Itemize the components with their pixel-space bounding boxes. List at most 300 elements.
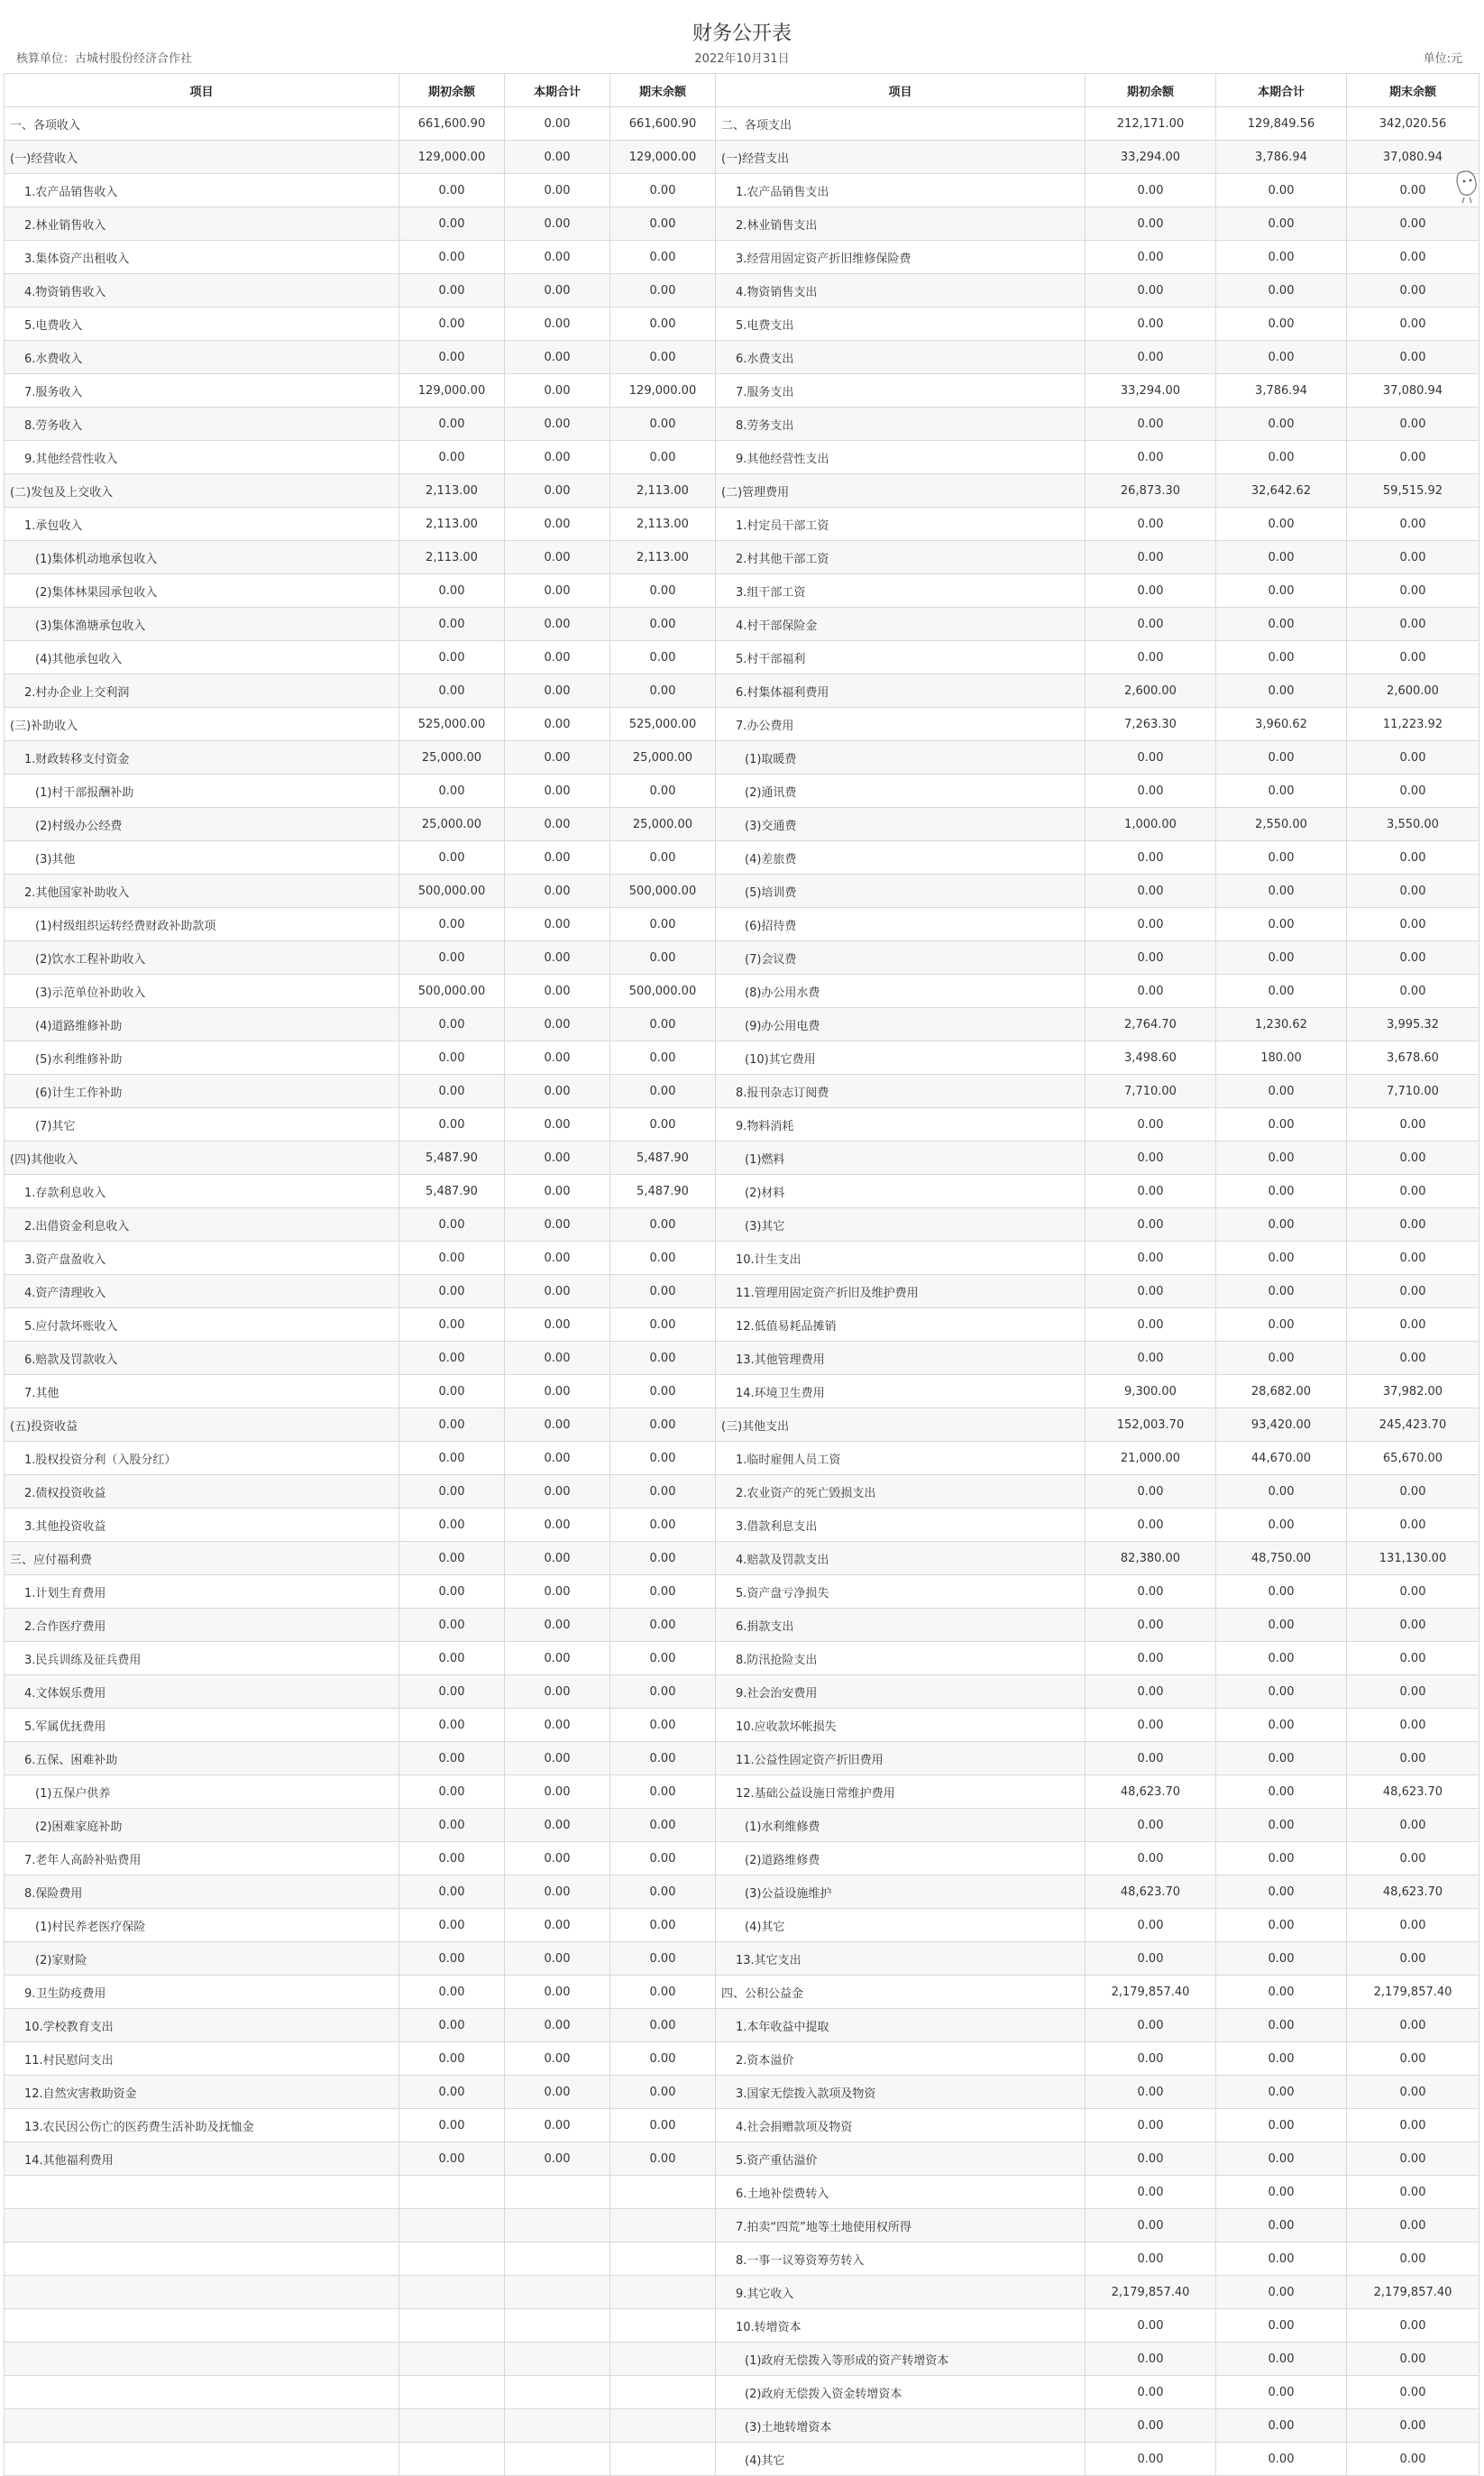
expense-item-cell: 6.水费支出 (716, 341, 1086, 374)
income-opening-balance-cell: 5,487.90 (399, 1142, 505, 1175)
expense-opening-balance-cell: 0.00 (1086, 608, 1216, 641)
expense-item-cell: (2)道路维修费 (716, 1842, 1086, 1875)
table-row (5, 941, 1479, 975)
table-row (5, 2376, 1479, 2409)
table-row (5, 875, 1479, 908)
table-row (5, 908, 1479, 941)
expense-closing-balance-cell: 0.00 (1347, 741, 1479, 775)
income-period-total-cell: 0.00 (505, 574, 610, 608)
income-closing-balance-cell: 0.00 (610, 641, 716, 674)
expense-item-cell: 8.一事一议筹资筹劳转入 (716, 2242, 1086, 2276)
income-closing-balance-cell: 0.00 (610, 1509, 716, 1542)
income-item-cell: 5.应付款坏账收入 (5, 1308, 399, 1342)
income-closing-balance-cell (610, 2343, 716, 2376)
table-row (5, 2042, 1479, 2076)
expense-opening-balance-cell: 0.00 (1086, 641, 1216, 674)
expense-period-total-cell: 0.00 (1216, 1242, 1347, 1275)
table-row (5, 1041, 1479, 1075)
report-date: 2022年10月31日 (694, 52, 790, 66)
table-row (5, 574, 1479, 608)
expense-closing-balance-cell: 3,678.60 (1347, 1041, 1479, 1075)
col-header-opening: 期初余额 (399, 74, 505, 107)
income-item-cell: 2.合作医疗费用 (5, 1609, 399, 1642)
income-opening-balance-cell: 0.00 (399, 2109, 505, 2142)
income-closing-balance-cell: 0.00 (610, 574, 716, 608)
expense-item-cell: 3.经营用固定资产折旧维修保险费 (716, 241, 1086, 274)
expense-closing-balance-cell: 0.00 (1347, 608, 1479, 641)
expense-closing-balance-cell: 37,982.00 (1347, 1375, 1479, 1408)
income-period-total-cell: 0.00 (505, 674, 610, 708)
income-item-cell: 2.其他国家补助收入 (5, 875, 399, 908)
income-opening-balance-cell: 129,000.00 (399, 374, 505, 408)
income-item-cell: 12.自然灾害救助资金 (5, 2076, 399, 2109)
table-row (5, 141, 1479, 174)
expense-opening-balance-cell: 33,294.00 (1086, 374, 1216, 408)
income-opening-balance-cell: 0.00 (399, 1308, 505, 1342)
income-closing-balance-cell: 0.00 (610, 1041, 716, 1075)
expense-opening-balance-cell: 0.00 (1086, 841, 1216, 875)
expense-period-total-cell: 0.00 (1216, 1308, 1347, 1342)
income-item-cell: 10.学校教育支出 (5, 2009, 399, 2042)
income-period-total-cell: 0.00 (505, 107, 610, 141)
income-item-cell (5, 2242, 399, 2276)
income-opening-balance-cell: 0.00 (399, 775, 505, 808)
expense-opening-balance-cell: 48,623.70 (1086, 1875, 1216, 1909)
income-period-total-cell (505, 2443, 610, 2476)
expense-closing-balance-cell: 0.00 (1347, 1208, 1479, 1242)
expense-closing-balance-cell: 2,600.00 (1347, 674, 1479, 708)
table-row (5, 107, 1479, 141)
income-period-total-cell (505, 2242, 610, 2276)
income-closing-balance-cell: 25,000.00 (610, 741, 716, 775)
income-item-cell: 3.其他投资收益 (5, 1509, 399, 1542)
income-period-total-cell (505, 2276, 610, 2309)
expense-opening-balance-cell: 0.00 (1086, 441, 1216, 474)
income-opening-balance-cell (399, 2409, 505, 2443)
expense-period-total-cell: 0.00 (1216, 908, 1347, 941)
income-opening-balance-cell: 0.00 (399, 1609, 505, 1642)
expense-opening-balance-cell: 0.00 (1086, 741, 1216, 775)
expense-item-cell: (一)经营支出 (716, 141, 1086, 174)
expense-closing-balance-cell: 2,179,857.40 (1347, 2276, 1479, 2309)
income-closing-balance-cell: 0.00 (610, 307, 716, 341)
income-item-cell: 三、应付福利费 (5, 1542, 399, 1575)
income-period-total-cell: 0.00 (505, 1075, 610, 1108)
income-period-total-cell (505, 2343, 610, 2376)
expense-item-cell: 13.其他管理费用 (716, 1342, 1086, 1375)
table-row (5, 1875, 1479, 1909)
expense-opening-balance-cell: 0.00 (1086, 1475, 1216, 1509)
income-item-cell: (2)集体林果园承包收入 (5, 574, 399, 608)
expense-period-total-cell: 0.00 (1216, 241, 1347, 274)
income-item-cell: 6.五保、困难补助 (5, 1742, 399, 1775)
income-period-total-cell: 0.00 (505, 1242, 610, 1275)
expense-item-cell: (7)会议费 (716, 941, 1086, 975)
income-period-total-cell: 0.00 (505, 241, 610, 274)
table-row (5, 741, 1479, 775)
income-opening-balance-cell: 0.00 (399, 1208, 505, 1242)
expense-item-cell: 8.报刊杂志订阅费 (716, 1075, 1086, 1108)
income-item-cell: 8.保险费用 (5, 1875, 399, 1909)
expense-period-total-cell: 180.00 (1216, 1041, 1347, 1075)
income-opening-balance-cell: 0.00 (399, 1842, 505, 1875)
expense-closing-balance-cell: 0.00 (1347, 1709, 1479, 1742)
expense-item-cell: 11.管理用固定资产折旧及维护费用 (716, 1275, 1086, 1308)
table-row (5, 474, 1479, 508)
income-item-cell: (2)困难家庭补助 (5, 1809, 399, 1842)
expense-closing-balance-cell: 0.00 (1347, 1342, 1479, 1375)
expense-period-total-cell: 0.00 (1216, 1342, 1347, 1375)
table-row (5, 341, 1479, 374)
expense-closing-balance-cell: 0.00 (1347, 1842, 1479, 1875)
expense-item-cell: 12.基础公益设施日常维护费用 (716, 1775, 1086, 1809)
expense-opening-balance-cell: 82,380.00 (1086, 1542, 1216, 1575)
expense-period-total-cell: 0.00 (1216, 975, 1347, 1008)
expense-opening-balance-cell: 0.00 (1086, 207, 1216, 241)
income-item-cell: (2)饮水工程补助收入 (5, 941, 399, 975)
expense-closing-balance-cell: 131,130.00 (1347, 1542, 1479, 1575)
expense-period-total-cell: 0.00 (1216, 541, 1347, 574)
expense-period-total-cell: 0.00 (1216, 2242, 1347, 2276)
income-period-total-cell: 0.00 (505, 307, 610, 341)
income-closing-balance-cell: 0.00 (610, 1875, 716, 1909)
expense-period-total-cell: 0.00 (1216, 1809, 1347, 1842)
table-row (5, 1408, 1479, 1442)
expense-item-cell: 4.赔款及罚款支出 (716, 1542, 1086, 1575)
income-item-cell: (2)家财险 (5, 1942, 399, 1976)
income-closing-balance-cell: 0.00 (610, 1408, 716, 1442)
expense-period-total-cell: 1,230.62 (1216, 1008, 1347, 1041)
income-item-cell: (1)村民养老医疗保险 (5, 1909, 399, 1942)
expense-period-total-cell: 0.00 (1216, 2009, 1347, 2042)
income-opening-balance-cell: 0.00 (399, 341, 505, 374)
expense-item-cell: 11.公益性固定资产折旧费用 (716, 1742, 1086, 1775)
expense-item-cell: (1)水利维修费 (716, 1809, 1086, 1842)
income-period-total-cell: 0.00 (505, 1342, 610, 1375)
table-row (5, 1609, 1479, 1642)
table-row (5, 641, 1479, 674)
expense-closing-balance-cell: 0.00 (1347, 641, 1479, 674)
expense-closing-balance-cell: 0.00 (1347, 1509, 1479, 1542)
expense-opening-balance-cell: 0.00 (1086, 2009, 1216, 2042)
expense-closing-balance-cell: 37,080.94 (1347, 374, 1479, 408)
income-opening-balance-cell: 0.00 (399, 1542, 505, 1575)
expense-item-cell: (1)燃料 (716, 1142, 1086, 1175)
income-opening-balance-cell: 0.00 (399, 1942, 505, 1976)
table-row (5, 775, 1479, 808)
table-row (5, 274, 1479, 307)
expense-opening-balance-cell: 0.00 (1086, 975, 1216, 1008)
income-opening-balance-cell: 0.00 (399, 1909, 505, 1942)
expense-closing-balance-cell: 0.00 (1347, 2209, 1479, 2242)
income-item-cell: (一)经营收入 (5, 141, 399, 174)
table-row (5, 2142, 1479, 2176)
income-opening-balance-cell: 0.00 (399, 2042, 505, 2076)
expense-item-cell: (2)政府无偿拨入资金转增资本 (716, 2376, 1086, 2409)
income-period-total-cell: 0.00 (505, 775, 610, 808)
expense-opening-balance-cell: 0.00 (1086, 875, 1216, 908)
income-period-total-cell: 0.00 (505, 2109, 610, 2142)
expense-item-cell: 7.服务支出 (716, 374, 1086, 408)
income-closing-balance-cell: 0.00 (610, 1542, 716, 1575)
income-item-cell: 5.军属优抚费用 (5, 1709, 399, 1742)
expense-period-total-cell: 0.00 (1216, 1742, 1347, 1775)
expense-period-total-cell: 0.00 (1216, 841, 1347, 875)
income-opening-balance-cell: 0.00 (399, 1375, 505, 1408)
table-row (5, 1742, 1479, 1775)
expense-period-total-cell: 0.00 (1216, 1108, 1347, 1142)
table-header-row (5, 74, 1479, 107)
income-closing-balance-cell: 0.00 (610, 408, 716, 441)
expense-period-total-cell: 0.00 (1216, 1509, 1347, 1542)
table-row (5, 2242, 1479, 2276)
income-item-cell: 2.出借资金利息收入 (5, 1208, 399, 1242)
income-closing-balance-cell: 0.00 (610, 1242, 716, 1275)
expense-period-total-cell: 0.00 (1216, 2176, 1347, 2209)
expense-item-cell: (1)取暖费 (716, 741, 1086, 775)
income-item-cell: 2.债权投资收益 (5, 1475, 399, 1509)
expense-period-total-cell: 93,420.00 (1216, 1408, 1347, 1442)
table-row (5, 207, 1479, 241)
table-row (5, 1475, 1479, 1509)
expense-closing-balance-cell: 0.00 (1347, 2309, 1479, 2343)
income-period-total-cell: 0.00 (505, 508, 610, 541)
report-header (0, 0, 1484, 67)
income-opening-balance-cell: 0.00 (399, 1242, 505, 1275)
expense-item-cell: 10.应收款坏帐损失 (716, 1709, 1086, 1742)
expense-period-total-cell: 0.00 (1216, 1875, 1347, 1909)
expense-item-cell: 9.其它收入 (716, 2276, 1086, 2309)
expense-period-total-cell: 0.00 (1216, 741, 1347, 775)
income-closing-balance-cell: 0.00 (610, 1475, 716, 1509)
expense-opening-balance-cell: 0.00 (1086, 2376, 1216, 2409)
expense-item-cell: (3)公益设施维护 (716, 1875, 1086, 1909)
col-header-closing: 期末余额 (610, 74, 716, 107)
expense-item-cell: 6.村集体福利费用 (716, 674, 1086, 708)
expense-opening-balance-cell: 0.00 (1086, 1842, 1216, 1875)
income-opening-balance-cell: 2,113.00 (399, 541, 505, 574)
income-closing-balance-cell: 0.00 (610, 1275, 716, 1308)
expense-opening-balance-cell: 0.00 (1086, 2042, 1216, 2076)
expense-opening-balance-cell: 0.00 (1086, 1675, 1216, 1709)
expense-opening-balance-cell: 48,623.70 (1086, 1775, 1216, 1809)
income-item-cell (5, 2376, 399, 2409)
expense-period-total-cell: 0.00 (1216, 608, 1347, 641)
expense-item-cell: (10)其它费用 (716, 1041, 1086, 1075)
expense-item-cell: 2.资本溢价 (716, 2042, 1086, 2076)
table-row (5, 674, 1479, 708)
expense-opening-balance-cell: 0.00 (1086, 2343, 1216, 2376)
income-opening-balance-cell: 0.00 (399, 1675, 505, 1709)
expense-item-cell: (三)其他支出 (716, 1408, 1086, 1442)
accounting-unit-label: 核算单位：古城村股份经济合作社 (16, 52, 193, 66)
table-row (5, 1442, 1479, 1475)
income-closing-balance-cell: 0.00 (610, 1108, 716, 1142)
income-opening-balance-cell: 0.00 (399, 1709, 505, 1742)
table-row (5, 1709, 1479, 1742)
expense-opening-balance-cell: 0.00 (1086, 908, 1216, 941)
expense-period-total-cell: 0.00 (1216, 2309, 1347, 2343)
expense-item-cell: (4)其它 (716, 2443, 1086, 2476)
income-opening-balance-cell: 0.00 (399, 1875, 505, 1909)
expense-period-total-cell: 0.00 (1216, 1942, 1347, 1976)
expense-period-total-cell: 3,786.94 (1216, 141, 1347, 174)
income-opening-balance-cell: 500,000.00 (399, 875, 505, 908)
expense-opening-balance-cell: 0.00 (1086, 2443, 1216, 2476)
table-row (5, 2176, 1479, 2209)
expense-period-total-cell: 0.00 (1216, 674, 1347, 708)
income-period-total-cell: 0.00 (505, 1142, 610, 1175)
expense-opening-balance-cell: 0.00 (1086, 174, 1216, 207)
income-opening-balance-cell: 0.00 (399, 641, 505, 674)
expense-closing-balance-cell: 2,179,857.40 (1347, 1976, 1479, 2009)
table-row (5, 1342, 1479, 1375)
table-row (5, 1809, 1479, 1842)
expense-closing-balance-cell: 0.00 (1347, 2409, 1479, 2443)
table-row (5, 1976, 1479, 2009)
expense-opening-balance-cell: 0.00 (1086, 2142, 1216, 2176)
income-period-total-cell: 0.00 (505, 1408, 610, 1442)
finance-table (4, 73, 1479, 2476)
income-item-cell: (2)村级办公经费 (5, 808, 399, 841)
income-closing-balance-cell: 0.00 (610, 1208, 716, 1242)
col-header-item: 项目 (5, 74, 399, 107)
expense-closing-balance-cell: 3,995.32 (1347, 1008, 1479, 1041)
expense-period-total-cell: 0.00 (1216, 875, 1347, 908)
expense-item-cell: (2)通讯费 (716, 775, 1086, 808)
expense-opening-balance-cell: 0.00 (1086, 1909, 1216, 1942)
income-closing-balance-cell: 0.00 (610, 908, 716, 941)
income-item-cell: (6)计生工作补助 (5, 1075, 399, 1108)
table-row (5, 1275, 1479, 1308)
income-item-cell: 8.劳务收入 (5, 408, 399, 441)
table-row (5, 408, 1479, 441)
income-closing-balance-cell: 0.00 (610, 1942, 716, 1976)
expense-closing-balance-cell: 0.00 (1347, 274, 1479, 307)
income-period-total-cell: 0.00 (505, 1175, 610, 1208)
expense-item-cell: 2.农业资产的死亡毁损支出 (716, 1475, 1086, 1509)
expense-opening-balance-cell: 0.00 (1086, 574, 1216, 608)
income-closing-balance-cell: 0.00 (610, 941, 716, 975)
expense-period-total-cell: 0.00 (1216, 1642, 1347, 1675)
income-item-cell: 7.服务收入 (5, 374, 399, 408)
income-item-cell: (三)补助收入 (5, 708, 399, 741)
expense-period-total-cell: 0.00 (1216, 2109, 1347, 2142)
income-closing-balance-cell: 0.00 (610, 207, 716, 241)
table-row (5, 808, 1479, 841)
income-item-cell: 6.水费收入 (5, 341, 399, 374)
expense-item-cell: (3)土地转增资本 (716, 2409, 1086, 2443)
expense-closing-balance-cell: 0.00 (1347, 908, 1479, 941)
income-period-total-cell: 0.00 (505, 1442, 610, 1475)
expense-item-cell: 3.组干部工资 (716, 574, 1086, 608)
expense-item-cell: 8.防汛抢险支出 (716, 1642, 1086, 1675)
expense-opening-balance-cell: 7,710.00 (1086, 1075, 1216, 1108)
expense-opening-balance-cell: 0.00 (1086, 2242, 1216, 2276)
expense-closing-balance-cell: 0.00 (1347, 241, 1479, 274)
expense-closing-balance-cell: 0.00 (1347, 975, 1479, 1008)
expense-item-cell: 1.农产品销售支出 (716, 174, 1086, 207)
expense-item-cell: 1.临时雇佣人员工资 (716, 1442, 1086, 1475)
expense-opening-balance-cell: 0.00 (1086, 241, 1216, 274)
expense-closing-balance-cell: 0.00 (1347, 1142, 1479, 1175)
expense-closing-balance-cell: 0.00 (1347, 2376, 1479, 2409)
income-item-cell: (3)示范单位补助收入 (5, 975, 399, 1008)
expense-opening-balance-cell: 0.00 (1086, 1108, 1216, 1142)
table-row (5, 608, 1479, 641)
expense-period-total-cell: 0.00 (1216, 2042, 1347, 2076)
expense-period-total-cell: 3,786.94 (1216, 374, 1347, 408)
expense-period-total-cell: 3,960.62 (1216, 708, 1347, 741)
income-item-cell: 4.文体娱乐费用 (5, 1675, 399, 1709)
income-item-cell: 1.农产品销售收入 (5, 174, 399, 207)
table-row (5, 975, 1479, 1008)
income-period-total-cell: 0.00 (505, 2076, 610, 2109)
table-row (5, 2409, 1479, 2443)
income-period-total-cell: 0.00 (505, 2042, 610, 2076)
income-opening-balance-cell: 0.00 (399, 1742, 505, 1775)
income-item-cell (5, 2176, 399, 2209)
expense-item-cell: 8.劳务支出 (716, 408, 1086, 441)
table-row (5, 708, 1479, 741)
income-opening-balance-cell (399, 2242, 505, 2276)
expense-opening-balance-cell: 0.00 (1086, 541, 1216, 574)
income-opening-balance-cell: 0.00 (399, 2142, 505, 2176)
expense-period-total-cell: 0.00 (1216, 2376, 1347, 2409)
expense-closing-balance-cell: 0.00 (1347, 1275, 1479, 1308)
income-opening-balance-cell (399, 2276, 505, 2309)
expense-period-total-cell: 0.00 (1216, 1142, 1347, 1175)
expense-opening-balance-cell: 0.00 (1086, 941, 1216, 975)
income-item-cell: 4.物资销售收入 (5, 274, 399, 307)
expense-closing-balance-cell: 37,080.94 (1347, 141, 1479, 174)
expense-period-total-cell: 0.00 (1216, 1208, 1347, 1242)
expense-period-total-cell: 0.00 (1216, 1976, 1347, 2009)
income-item-cell: (4)道路维修补助 (5, 1008, 399, 1041)
income-closing-balance-cell: 5,487.90 (610, 1142, 716, 1175)
expense-period-total-cell: 0.00 (1216, 274, 1347, 307)
expense-opening-balance-cell: 0.00 (1086, 341, 1216, 374)
expense-opening-balance-cell: 0.00 (1086, 508, 1216, 541)
expense-closing-balance-cell: 0.00 (1347, 1675, 1479, 1709)
income-period-total-cell: 0.00 (505, 1208, 610, 1242)
income-item-cell: 1.财政转移支付资金 (5, 741, 399, 775)
expense-opening-balance-cell: 0.00 (1086, 1942, 1216, 1976)
income-opening-balance-cell: 0.00 (399, 2009, 505, 2042)
expense-period-total-cell: 0.00 (1216, 1909, 1347, 1942)
expense-opening-balance-cell: 0.00 (1086, 2209, 1216, 2242)
expense-item-cell: 5.村干部福利 (716, 641, 1086, 674)
table-row (5, 307, 1479, 341)
income-opening-balance-cell: 0.00 (399, 274, 505, 307)
expense-closing-balance-cell: 48,623.70 (1347, 1875, 1479, 1909)
income-period-total-cell: 0.00 (505, 1675, 610, 1709)
col-header-closing: 期末余额 (1347, 74, 1479, 107)
income-item-cell: (3)集体渔塘承包收入 (5, 608, 399, 641)
income-closing-balance-cell: 0.00 (610, 1909, 716, 1942)
income-item-cell: 1.承包收入 (5, 508, 399, 541)
expense-item-cell: (9)办公用电费 (716, 1008, 1086, 1041)
income-item-cell: (7)其它 (5, 1108, 399, 1142)
income-opening-balance-cell: 0.00 (399, 1041, 505, 1075)
table-row (5, 2309, 1479, 2343)
expense-item-cell: 10.计生支出 (716, 1242, 1086, 1275)
table-row (5, 2109, 1479, 2142)
expense-item-cell: (4)差旅费 (716, 841, 1086, 875)
income-period-total-cell: 0.00 (505, 1775, 610, 1809)
expense-item-cell: 5.资产重估溢价 (716, 2142, 1086, 2176)
income-opening-balance-cell: 0.00 (399, 1008, 505, 1041)
